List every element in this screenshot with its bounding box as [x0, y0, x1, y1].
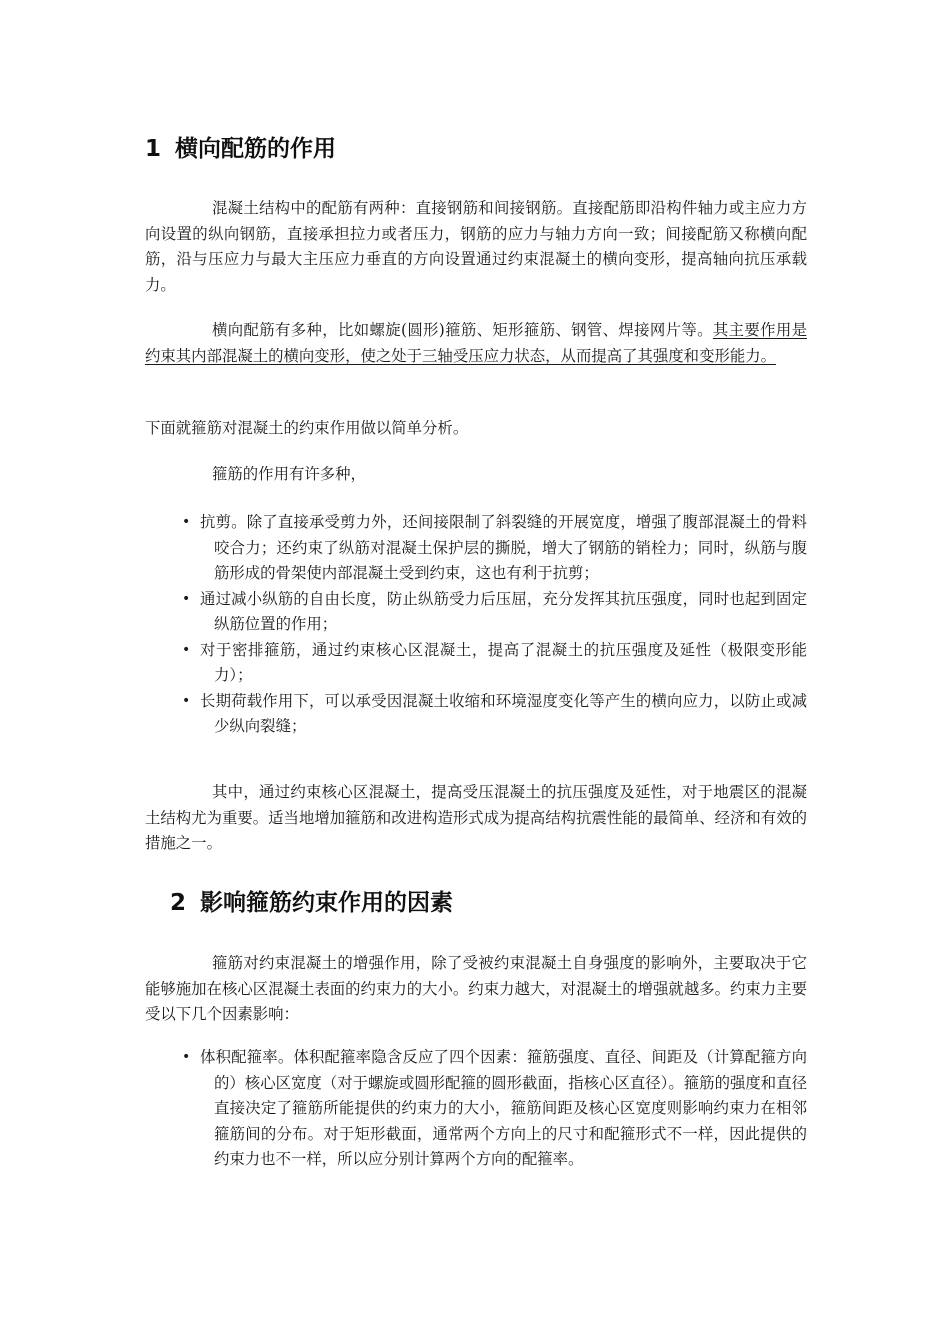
list-item — [182, 689, 807, 740]
bullet-icon: • — [182, 590, 191, 607]
list-item-text: 体积配箍率。体积配箍率隐含反应了四个因素：箍筋强度、直径、间距及（计算配箍方向的）核心区宽度（对于螺旋或圆形配箍的圆形截面，指核心区直径）。箍筋的强度和直径直接决定了箍筋所能提供的约束力的大小，箍筋间距及核心区宽度则影响约束力在相邻箍筋间的分布。对于矩形截面，通常两个方向上的尺寸和配箍形式不一样，因此提供的约束力也不一样，所以应分别计算两个方向的配箍率。 — [200, 1048, 807, 1168]
section-2-bullet-list — [182, 1045, 807, 1173]
list-item — [182, 587, 807, 638]
section-1-paragraph-2 — [145, 318, 807, 369]
list-item — [182, 510, 807, 587]
bullet-icon: • — [182, 641, 191, 658]
paragraph-2-underlined-text: 其主要作用是约束其内部混凝土的横向变形，使之处于三轴受压应力状态，从而提高了其强度和变形能力。 — [145, 321, 807, 365]
section-1-bullet-list — [182, 510, 807, 740]
section-1-paragraph-5: 其中，通过约束核心区混凝土，提高受压混凝土的抗压强度及延性，对于地震区的混凝土结构尤为重要。适当地增加箍筋和改进构造形式成为提高结构抗震性能的最简单、经济和有效的措施之一。 — [145, 783, 807, 852]
section-1-paragraph-3: 下面就箍筋对混凝土的约束作用做以简单分析。 — [145, 419, 469, 437]
section-2-number: 2 — [170, 890, 187, 916]
section-2-paragraph-1: 箍筋对约束混凝土的增强作用，除了受被约束混凝土自身强度的影响外，主要取决于它能够施加在核心区混凝土表面的约束力的大小。约束力越大，对混凝土的增强就越多。约束力主要受以下几个因素影响： — [145, 954, 807, 1023]
paragraph-2-plain-text: 横向配筋有多种，比如螺旋(圆形)箍筋、矩形箍筋、钢管、焊接网片等。 — [212, 321, 713, 339]
section-1-heading — [145, 134, 336, 164]
list-item-text: 通过减小纵筋的自由长度，防止纵筋受力后压屈，充分发挥其抗压强度，同时也起到固定纵筋位置的作用； — [200, 589, 807, 633]
list-item-text: 抗剪。除了直接承受剪力外，还间接限制了斜裂缝的开展宽度，增强了腹部混凝土的骨料咬合力；还约束了纵筋对混凝土保护层的撕脱，增大了钢筋的销栓力；同时，纵筋与腹筋形成的骨架使内部混凝土受到约束，这也有利于抗剪； — [200, 513, 807, 582]
list-item — [182, 1045, 807, 1173]
bullet-icon: • — [182, 514, 191, 530]
list-item — [182, 638, 807, 689]
list-item-text: 长期荷载作用下，可以承受因混凝土收缩和环境湿度变化等产生的横向应力，以防止或减少纵向裂缝； — [200, 691, 807, 735]
section-2-heading — [170, 888, 453, 918]
section-1-number: 1 — [145, 136, 162, 162]
section-2-title: 影响箍筋约束作用的因素 — [200, 890, 454, 916]
section-1-paragraph-4: 箍筋的作用有许多种， — [212, 465, 366, 483]
bullet-icon: • — [182, 692, 191, 709]
section-1-title: 横向配筋的作用 — [175, 136, 337, 162]
list-item-text: 对于密排箍筋，通过约束核心区混凝土，提高了混凝土的抗压强度及延性（极限变形能力）； — [200, 640, 807, 684]
bullet-icon: • — [182, 1049, 191, 1065]
section-1-paragraph-1: 混凝土结构中的配筋有两种：直接钢筋和间接钢筋。直接配筋即沿构件轴力或主应力方向设置的纵向钢筋，直接承担拉力或者压力，钢筋的应力与轴力方向一致；间接配筋又称横向配筋，沿与压应力与最大主压应力垂直的方向设置通过约束混凝土的横向变形，提高轴向抗压承载力。 — [145, 199, 807, 294]
